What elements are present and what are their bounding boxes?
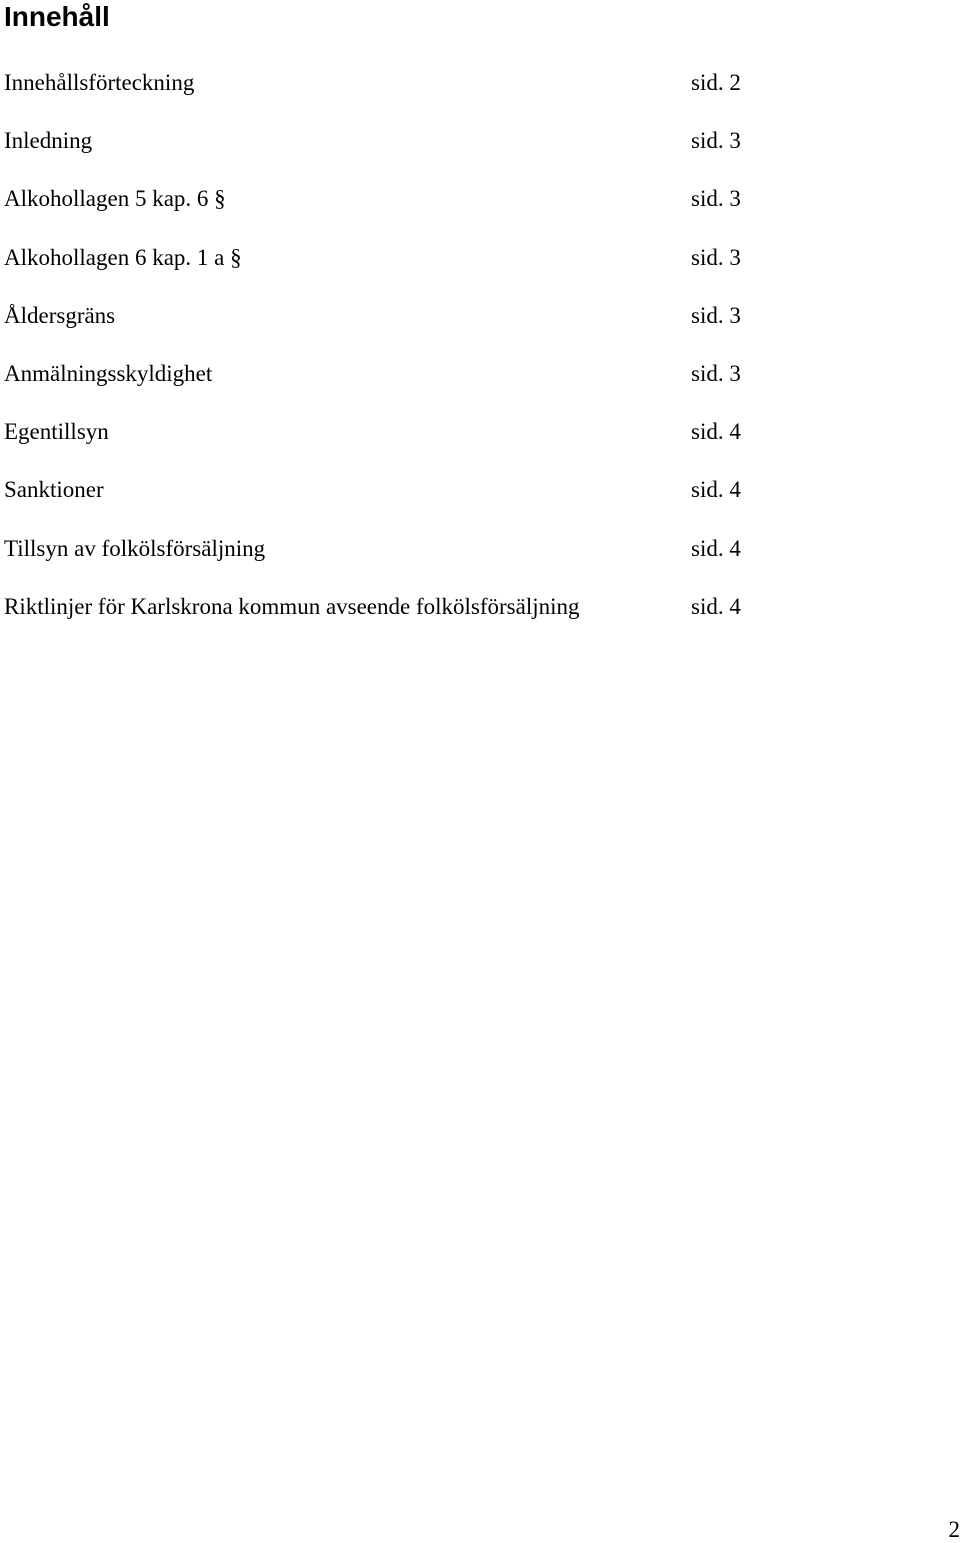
toc-entry-page: sid. 3 [691, 244, 741, 270]
toc-entry[interactable] [4, 590, 764, 648]
toc-entry-page: sid. 4 [691, 535, 741, 561]
toc-entry-title: Tillsyn av folkölsförsäljning [4, 535, 266, 561]
page-number: 2 [948, 1517, 960, 1542]
toc-entry[interactable] [4, 299, 764, 357]
toc-entry-title: Inledning [4, 128, 93, 154]
toc-entry-page: sid. 3 [691, 302, 741, 328]
toc-entry[interactable] [4, 532, 764, 590]
toc-entry-title: Riktlinjer för Karlskrona kommun avseende folkölsförsäljning [4, 593, 580, 619]
toc-entry-title: Innehållsförteckning [4, 70, 195, 95]
toc-entry[interactable] [4, 415, 764, 473]
table-of-contents [4, 66, 764, 648]
toc-entry-page: sid. 3 [691, 128, 741, 154]
toc-entry[interactable] [4, 182, 764, 240]
page-heading: Innehåll [4, 1, 110, 32]
toc-entry-page: sid. 4 [691, 477, 741, 503]
toc-entry-title: Alkohollagen 5 kap. 6 § [4, 186, 226, 212]
toc-entry-title: Sanktioner [4, 477, 104, 503]
toc-entry-title: Anmälningsskyldighet [4, 360, 213, 386]
toc-entry[interactable] [4, 357, 764, 415]
toc-entry-page: sid. 4 [691, 593, 741, 619]
toc-entry[interactable] [4, 241, 764, 299]
toc-entry[interactable] [4, 473, 764, 531]
toc-entry[interactable] [4, 66, 764, 124]
toc-entry-page: sid. 3 [691, 360, 741, 386]
toc-entry-page: sid. 4 [691, 419, 741, 445]
toc-entry-title: Egentillsyn [4, 419, 109, 445]
toc-entry-title: Alkohollagen 6 kap. 1 a § [4, 244, 242, 270]
toc-entry[interactable] [4, 124, 764, 182]
toc-entry-title: Åldersgräns [4, 302, 116, 328]
toc-entry-page: sid. 2 [691, 70, 741, 95]
toc-entry-page: sid. 3 [691, 186, 741, 212]
